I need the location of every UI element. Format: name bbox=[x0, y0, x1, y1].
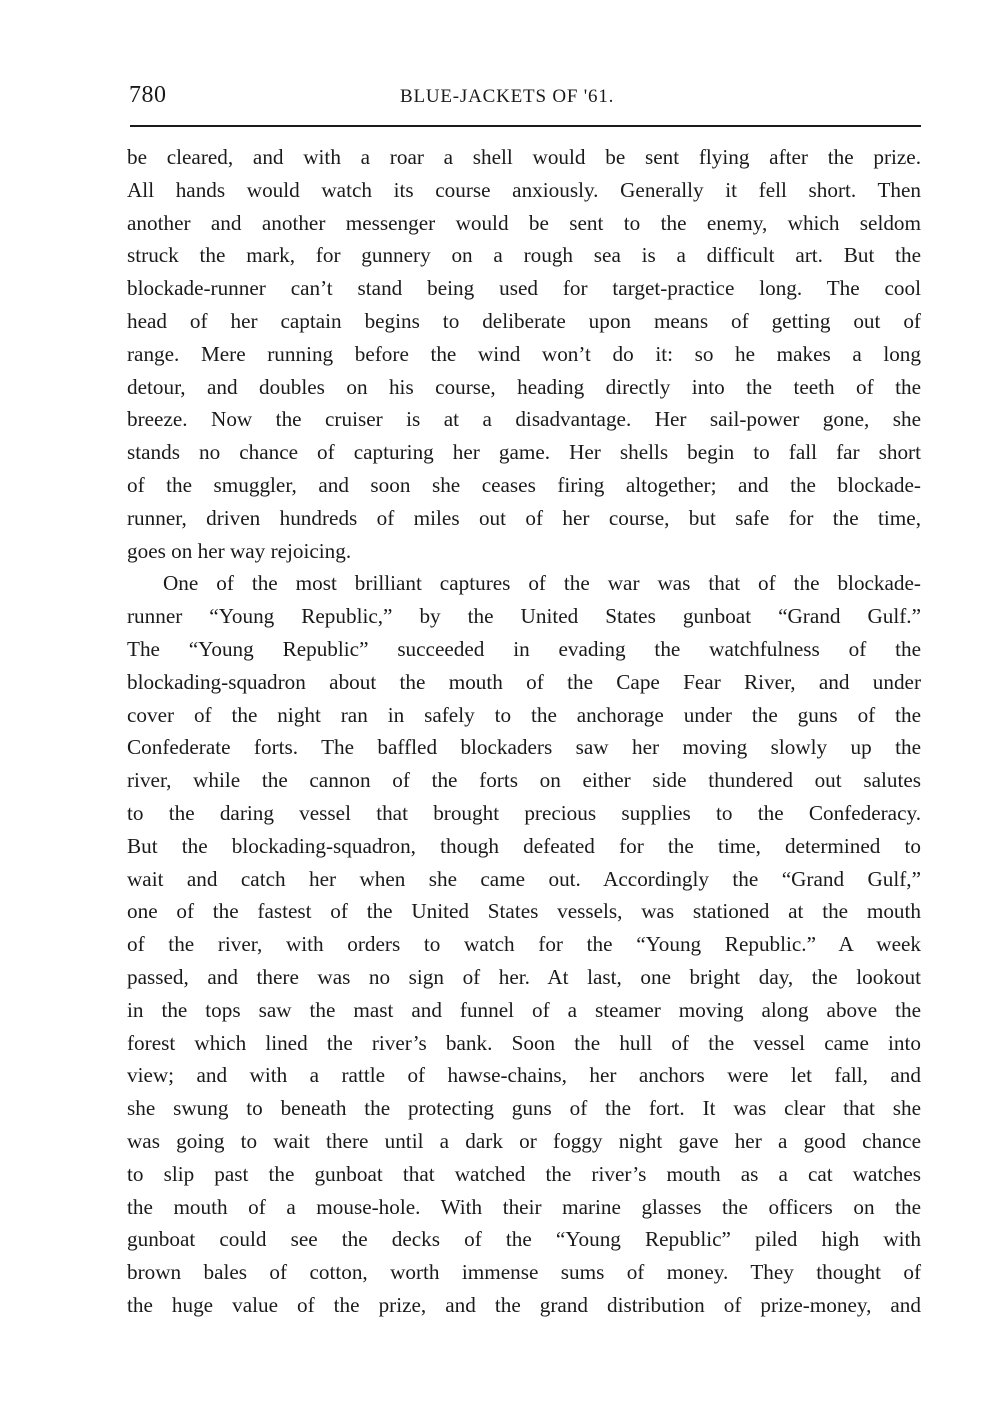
text-line: forest which lined the river’s bank. Soon the hull of the vessel came into bbox=[127, 1030, 921, 1055]
text-line: the mouth of a mouse-hole. With their marine glasses the officers on the bbox=[127, 1194, 921, 1219]
running-title: BLUE-JACKETS OF '61. bbox=[400, 86, 615, 107]
text-line: the huge value of the prize, and the grand distribution of prize-money, and bbox=[127, 1292, 921, 1317]
paragraph-end-line: goes on her way rejoicing. bbox=[127, 538, 352, 563]
paragraph-start-line: One of the most brilliant captures of the war was that of the blockade- bbox=[163, 571, 921, 596]
text-line: runner “Young Republic,” by the United States gunboat “Grand Gulf.” bbox=[127, 604, 921, 629]
text-line: struck the mark, for gunnery on a rough sea is a difficult art. But the bbox=[127, 243, 921, 268]
text-line: to slip past the gunboat that watched the river’s mouth as a cat watches bbox=[127, 1161, 921, 1186]
text-line: in the tops saw the mast and funnel of a steamer moving along above the bbox=[127, 997, 921, 1022]
text-line: range. Mere running before the wind won’t do it: so he makes a long bbox=[127, 341, 921, 366]
text-line: stands no chance of capturing her game. Her shells begin to fall far short bbox=[127, 440, 921, 465]
text-line: passed, and there was no sign of her. At last, one bright day, the lookout bbox=[127, 964, 921, 989]
text-line: All hands would watch its course anxiously. Generally it fell short. Then bbox=[127, 177, 921, 202]
text-line: of the smuggler, and soon she ceases firing altogether; and the blockade- bbox=[127, 472, 921, 497]
text-line: Confederate forts. The baffled blockaders saw her moving slowly up the bbox=[127, 735, 921, 760]
text-line: gunboat could see the decks of the “Young Republic” piled high with bbox=[127, 1227, 921, 1252]
text-line: wait and catch her when she came out. Accordingly the “Grand Gulf,” bbox=[127, 866, 921, 891]
text-line: was going to wait there until a dark or foggy night gave her a good chance bbox=[127, 1128, 921, 1153]
page-number: 780 bbox=[129, 82, 167, 108]
text-line: one of the fastest of the United States vessels, was stationed at the mouth bbox=[127, 899, 921, 924]
text-line: detour, and doubles on his course, heading directly into the teeth of the bbox=[127, 374, 921, 399]
body-text bbox=[127, 141, 921, 1322]
text-line: brown bales of cotton, worth immense sums of money. They thought of bbox=[127, 1260, 921, 1285]
text-line: she swung to beneath the protecting guns of the fort. It was clear that she bbox=[127, 1096, 921, 1121]
text-line: of the river, with orders to watch for the “Young Republic.” A week bbox=[127, 932, 921, 957]
text-line: runner, driven hundreds of miles out of her course, but safe for the time, bbox=[127, 505, 921, 530]
text-line: to the daring vessel that brought precious supplies to the Confederacy. bbox=[127, 800, 921, 825]
text-line: The “Young Republic” succeeded in evading the watchfulness of the bbox=[127, 636, 921, 661]
text-line: view; and with a rattle of hawse-chains, her anchors were let fall, and bbox=[127, 1063, 921, 1088]
text-line: blockading-squadron about the mouth of the Cape Fear River, and under bbox=[127, 669, 921, 694]
running-head bbox=[129, 82, 921, 112]
text-line: be cleared, and with a roar a shell would be sent flying after the prize. bbox=[127, 145, 921, 169]
text-line: But the blockading-squadron, though defeated for the time, determined to bbox=[127, 833, 921, 858]
text-line: cover of the night ran in safely to the anchorage under the guns of the bbox=[127, 702, 921, 727]
text-line: head of her captain begins to deliberate upon means of getting out of bbox=[127, 308, 921, 333]
text-line: breeze. Now the cruiser is at a disadvantage. Her sail-power gone, she bbox=[127, 407, 921, 432]
text-line: river, while the cannon of the forts on either side thundered out salutes bbox=[127, 768, 921, 793]
header-rule bbox=[130, 125, 921, 127]
text-line: blockade-runner can’t stand being used for target-practice long. The cool bbox=[127, 276, 921, 301]
text-line: another and another messenger would be sent to the enemy, which seldom bbox=[127, 210, 921, 235]
